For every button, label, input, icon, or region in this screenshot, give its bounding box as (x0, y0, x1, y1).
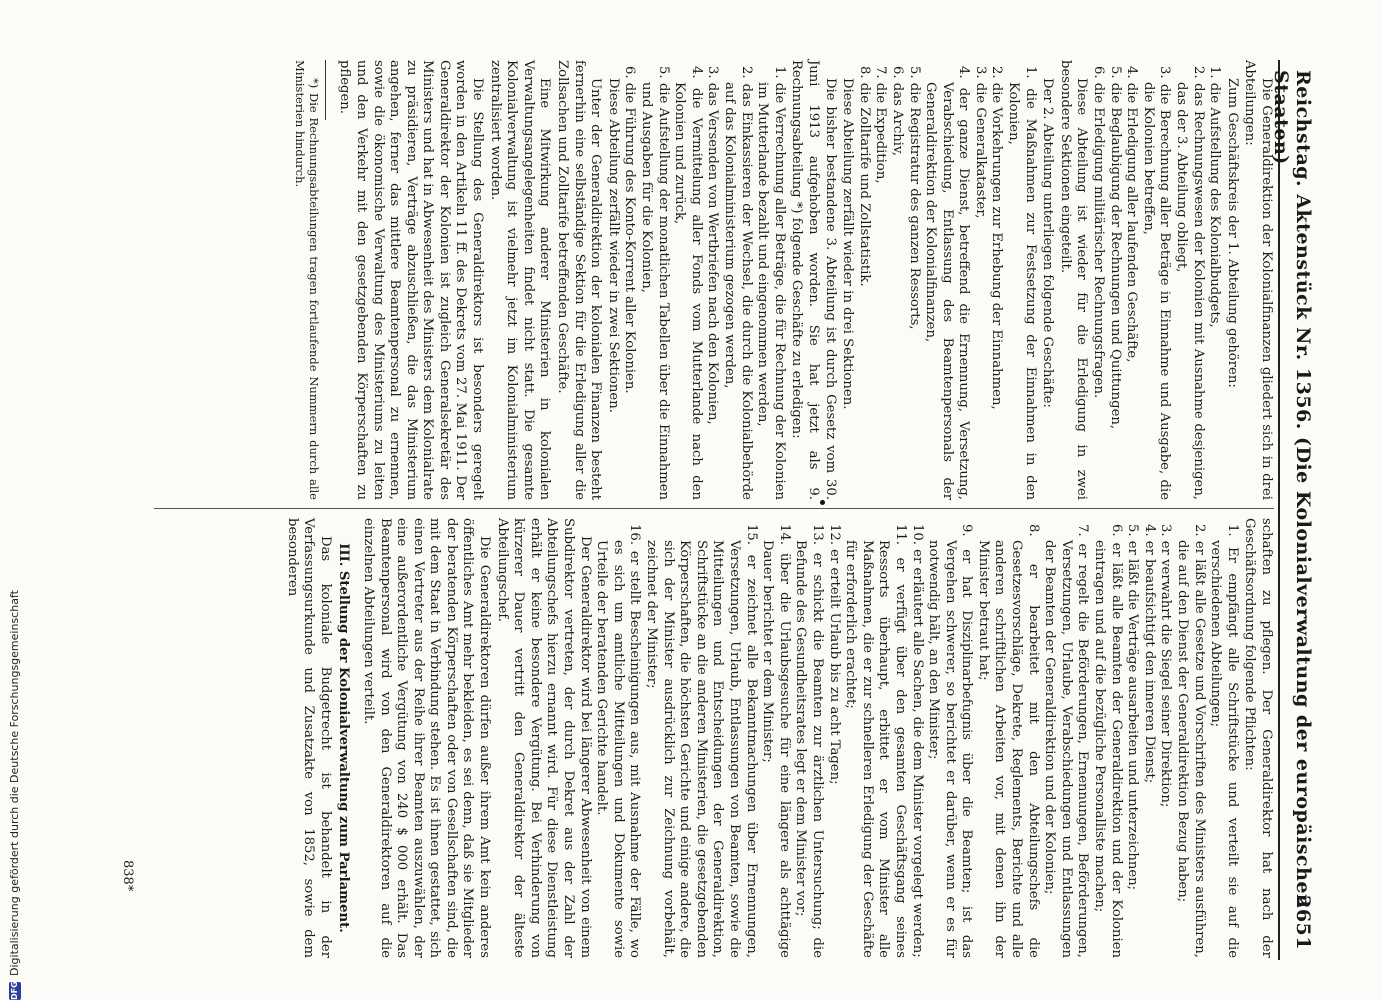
digitization-note-text: Digitalisierung gefördert durch die Deutsche Forschungsgemeinschaft (8, 590, 21, 976)
paragraph: Das koloniale Budgetrecht ist behandelt in der Verfassungsurkunde und Zusatzakte von 1852, sowie dem besonderen (284, 518, 333, 958)
list-item: 1. die Verrechnung aller Beträge, die für Rechnung der Kolonien im Mutterlande bezahlt und eingenommen werden, (755, 66, 787, 500)
list-item: 7. er regelt die Beförderungen, Ernennungen, Beförderungen, Versetzungen, Urlaube, Verabschiedungen und Entlassungen der Beamten der Generaldirektion und der Kolonien; (1042, 524, 1091, 958)
paragraph: Der Generaldirektor wird bei längerer Abwesenheit von einem Subdirektor vertreten, der durch Dekret aus der Zahl der Abteilungschefs hierzu ernannt wird. Für diese Dienstleistung erhält er keine besondere Vergütung. Bei Verhinderung von kürzerer Dauer vertritt den Generaldirektor der älteste Abteilungschef. (494, 518, 593, 958)
paragraph: Die Generaldirektoren dürfen außer ihrem Amt kein anderes öffentliches Amt mehr bekleiden, es sei denn, daß sie Mitglieder der beratenden Körperschaften oder von Gesellschaften sind, die mit dem Staat in Verbindung stehen. Es ist ihnen gestattet, sich einen Vertreter aus der Reihe ihrer Beamten auszuwählen, der eine außerordentliche Vergütung von 240 $ 000 erhält. Das Beamtenpersonal wird von den Generaldirektoren auf die einzelnen Abteilungen verteilt. (360, 518, 493, 958)
digitization-note (8, 10, 24, 1000)
ink-dot (820, 500, 825, 505)
list-item: 1. die Maßnahmen zur Festsetzung der Einnahmen in den Kolonien, (1006, 66, 1038, 500)
list-item: 2. das Rechnungswesen der Kolonien mit Ausnahme desjenigen, das der 3. Abteilung obliegt, (1174, 66, 1206, 500)
footnote-rule (325, 60, 326, 120)
list-item: 3. die Berechnung aller Beträge in Einnahme und Ausgabe, die die Kolonien betreffen, (1140, 66, 1173, 500)
list-item: 5. er läßt die Verträge ausarbeiten und unterzeichnen; (1125, 524, 1141, 891)
list-second-department (855, 60, 1038, 500)
list-item: 5. die Aufstellung der monatlichen Tabellen über die Einnahmen und Ausgaben für die Kolonien, (639, 66, 671, 500)
list-item: 13. er schickt die Beamten zur ärztlichen Untersuchung; die Befunde des Gesundheitsrates legt er dem Minister vor; (793, 524, 825, 958)
list-item: 4. die Vermittelung aller Fonds vom Mutterlande nach den Kolonien und zurück, (672, 66, 704, 500)
list-item: 2. das Einkassieren der Wechsel, die durch die Kolonialbehörde auf das Kolonialministerium gezogen werden, (722, 66, 754, 500)
list-item: 2. er läßt alle Gesetze und Vorschriften des Ministers ausführen, die auf den Dienst der Generaldirektion Bezug haben; (1175, 524, 1207, 958)
list-item: 2. die Vorkehrungen zur Erhebung der Einnahmen, (989, 66, 1005, 410)
paragraph: Diese Abteilung zerfällt wieder in drei Sektionen. (840, 78, 856, 410)
right-column (282, 518, 1274, 958)
list-item: 8. er bearbeitet mit den Abteilungschefs die Gesetzesvorschläge, Dekrete, Reglements, Berichte und alle anderen schriftlichen Arbeiten vor, mit denen ihn der Minister betraut hat; (975, 524, 1041, 958)
paragraph: Die bisher bestandene 3. Abteilung ist durch Gesetz vom 30. Juni 1913 aufgehoben worden. Sie hat jetzt als 9. Rechnungsabteilung *) folgende Geschäfte zu erledigen: (789, 60, 838, 500)
paragraph: Unter der Generaldirektion der kolonialen Finanzen besteht fernerhin eine selbständige Sektion für die Erledigung aller die Zollsachen und Zolltarife betreffenden Geschäfte. (555, 60, 604, 500)
list-item: 10. er erläutert alle Sachen, die dem Minister vorgelegt werden; (909, 524, 925, 958)
list-item: 5. die Registratur des ganzen Ressorts, (906, 66, 922, 330)
list-accounting-department (621, 60, 787, 500)
dfg-logo-icon: DFG (10, 981, 19, 1000)
list-item: 3. die Generalkataster, (972, 66, 988, 219)
list-item: 4. der ganze Dienst, betreffend die Ernennung, Versetzung, Verabschiedung, Entlassung des Beamtenpersonals der Generaldirektion der Kolonialfinanzen, (923, 66, 972, 500)
left-column (292, 60, 1274, 500)
list-item: 12. er erteilt Urlaub bis zu acht Tagen; (826, 524, 842, 785)
paragraph: Der 2. Abteilung unterliegen folgende Geschäfte: (1040, 78, 1056, 408)
list-item: 6. die Führung des Konto-Korrent aller Kolonien. (622, 66, 638, 394)
paragraph: schaften zu pflegen. Der Generaldirektor hat nach der Geschäftsordnung folgende Pflichten: (1242, 518, 1274, 958)
list-item: 4. die Erledigung aller laufenden Geschäfte, (1124, 66, 1140, 363)
page-header (1270, 60, 1320, 960)
list-item: 16. er stellt Bescheinigungen aus, mit Ausnahme der Fälle, wo es sich um amtliche Mitteilungen und Dokumente sowie Urteile der beratenden Gerichte handelt. (594, 524, 643, 958)
list-item: 15. er zeichnet alle Bekanntmachungen über Ernennungen, Versetzungen, Urlaub, Entlassungen von Beamten, sowie die Mitteilungen und Entscheidungen der Generaldirektion, Schriftstücke an die anderen Ministerien, die gesetzgebenden Körperschaften, die höchsten Gerichte und einige andere, die sich der Minister ausdrücklich zur Zeichnung vorbehält, zeichnet der Minister; (644, 524, 759, 958)
list-director-duties (593, 518, 1240, 958)
list-first-department (1089, 60, 1222, 500)
list-item: 6. die Erledigung militärischer Rechnungsfragen. (1091, 66, 1107, 399)
header-page-number: 2651 (1292, 895, 1314, 950)
list-item: 6. er läßt alle Beamten der Generaldirektion und der Kolonien eintragen und auf die bezügliche Personalliste machen; (1092, 524, 1124, 958)
list-item: 8. die Zolltarife und Zollstatistik. (856, 66, 872, 287)
column-divider (154, 508, 1274, 509)
section-heading: III. Stellung der Kolonialverwaltung zum Parlament. (336, 543, 352, 933)
rotated-page-content (80, 60, 1320, 960)
paragraph: Die Stellung des Generaldirektors ist besonders geregelt worden in den Artikeln 11 ff. des Dekrets vom 27. Mai 1911. Der Generaldirektor der Kolonien ist zugleich Generalsekretär des Ministers und hat in Abwesenheit des Ministers dem Kolonialrate zu präsidieren, Verträge abzuschließen, die das Ministerium angehen, ferner das mittlere Beamtenpersonal zu ernennen, sowie die ökonomische Verwaltung des Ministeriums zu leiten und den Verkehr mit den gesetzgebenden Körperschaften zu pflegen. (337, 60, 486, 500)
list-item: 5. die Beglaubigung der Rechnungen und Quittungen, (1107, 66, 1123, 430)
list-item: 14. über die Urlaubsgesuche für eine längere als achttägige Dauer berichtet er dem Minister; (760, 524, 792, 958)
page-footer-number: 838* (120, 860, 135, 892)
paragraph: Diese Abteilung ist wieder für die Erledigung in zwei besondere Sektionen eingeteilt. (1057, 60, 1090, 500)
footnote: *) Die Rechnungsabteilungen tragen fortlaufende Nummern durch alle Ministerien hindurch. (292, 60, 321, 500)
paragraph: Diese Abteilung zerfällt wieder in zwei Sektionen. (605, 78, 621, 413)
list-item: 3. das Versenden von Wertbriefen nach den Kolonien, (705, 66, 721, 425)
list-item: 6. das Archiv, (889, 66, 905, 157)
list-item: 9. er hat Disziplinarbefugnis über die Beamten; ist das Vergehen schwerer, so berichtet er darüber, wenn er es für notwendig hält, an den Minister; (926, 524, 975, 958)
list-item: 7. die Expedition, (873, 66, 889, 184)
list-item: 1. die Aufstellung des Kolonialbudgets, (1207, 66, 1223, 328)
paragraph: Eine Mitwirkung anderer Ministerien in kolonialen Verwaltungsangelegenheiten findet nicht statt. Die gesamte Kolonialverwaltung ist vielmehr jetzt im Kolonialministerium zentralisiert worden. (487, 60, 553, 500)
list-item: 1. Er empfängt alle Schriftstücke und verteilt sie auf die verschiedenen Abteilungen; (1208, 524, 1240, 958)
header-title: Reichstag. Aktenstück Nr. 1356. (Die Kolonialverwaltung der europäischen Staaten) (1270, 70, 1314, 909)
list-item: 11. er verfügt über den gesamten Geschäftsgang seines Ressorts überhaupt, erbittet er vom Minister alle Maßnahmen, die er zur schnelleren Erledigung der Geschäfte für erforderlich erachtet; (843, 524, 908, 958)
paragraph: Zum Geschäftskreis der 1. Abteilung gehören: (1224, 78, 1240, 388)
paragraph: Die Generaldirektion der Kolonialfinanzen gliedert sich in drei Abteilungen: (1242, 60, 1274, 500)
list-item: 3. er verwahrt die Siegel seiner Direktion; (1158, 524, 1174, 808)
list-item: 4. er beaufsichtigt den inneren Dienst; (1141, 524, 1157, 784)
